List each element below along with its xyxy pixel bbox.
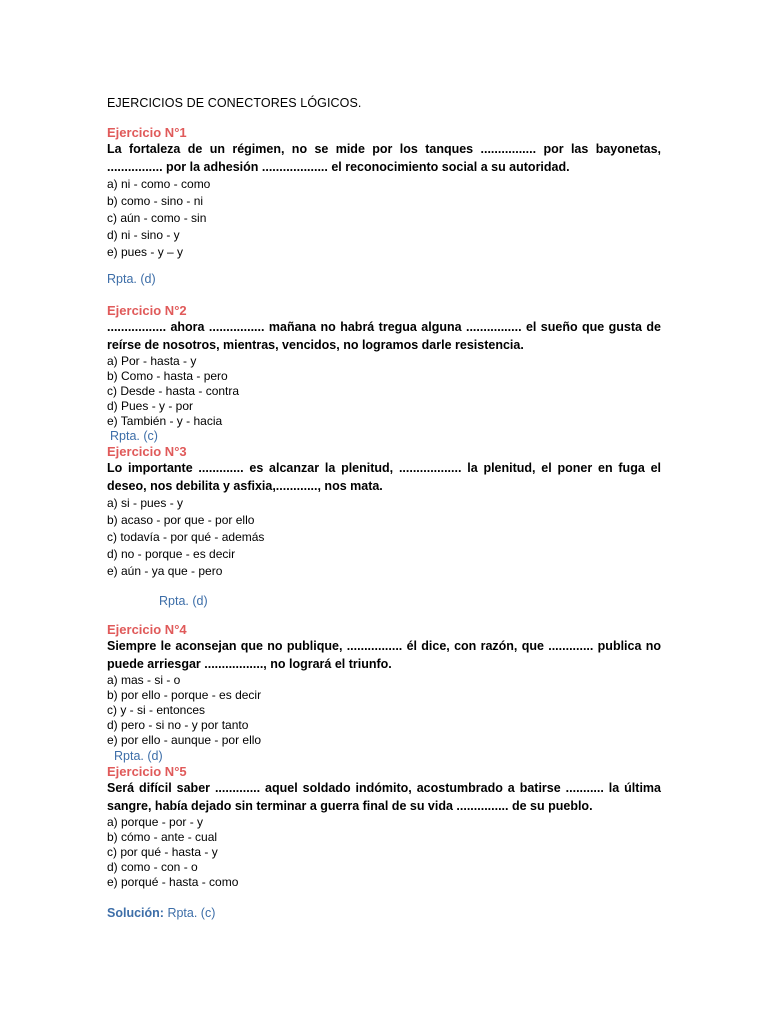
answer-4: Rpta. (d) — [114, 749, 163, 763]
option-c: c) aún - como - sin — [107, 211, 207, 225]
option-a: a) Por - hasta - y — [107, 354, 197, 368]
option-b: b) Como - hasta - pero — [107, 369, 228, 383]
exercise-heading: Ejercicio N°2 — [107, 303, 187, 318]
option-b: b) como - sino - ni — [107, 194, 204, 208]
option-e: e) También - y - hacia — [107, 414, 223, 428]
option-d: d) Pues - y - por — [107, 399, 194, 413]
option-a: a) si - pues - y — [107, 496, 184, 510]
solution-label: Solución: — [107, 906, 164, 920]
exercise-3 — [107, 443, 661, 580]
option-a: a) mas - si - o — [107, 673, 181, 687]
option-d: d) no - porque - es decir — [107, 547, 236, 561]
option-a: a) porque - por - y — [107, 815, 204, 829]
option-c: c) y - si - entonces — [107, 703, 206, 717]
option-e: e) aún - ya que - pero — [107, 564, 223, 578]
option-list — [107, 354, 661, 429]
option-d: d) ni - sino - y — [107, 228, 180, 242]
document-title: EJERCICIOS DE CONECTORES LÓGICOS. — [107, 96, 362, 110]
option-d: d) como - con - o — [107, 860, 198, 874]
option-c: c) por qué - hasta - y — [107, 845, 218, 859]
exercise-2 — [107, 302, 661, 429]
answer-2: Rpta. (c) — [110, 429, 158, 443]
exercise-question: Lo importante ............. es alcanzar la plenitud, .................. la plenitud, el poner en fuga el deseo, nos debilita y asfixia,............, nos mata. — [107, 461, 661, 493]
option-list — [107, 673, 661, 748]
answer-5: Rpta. (c) — [167, 906, 216, 920]
exercise-4 — [107, 621, 661, 748]
option-a: a) ni - como - como — [107, 177, 211, 191]
option-b: b) cómo - ante - cual — [107, 830, 218, 844]
exercise-heading: Ejercicio N°4 — [107, 622, 187, 637]
exercise-question: Será difícil saber ............. aquel soldado indómito, acostumbrado a batirse ........... la última sangre, había dejado sin terminar a guerra final de su vida ............... de su pueblo. — [107, 781, 661, 813]
option-list — [107, 495, 661, 580]
option-d: d) pero - si no - y por tanto — [107, 718, 249, 732]
exercise-heading: Ejercicio N°3 — [107, 444, 187, 459]
option-b: b) acaso - por que - por ello — [107, 513, 255, 527]
exercise-question: Siempre le aconsejan que no publique, ................ él dice, con razón, que ............. publica no puede arriesgar ................., no logrará el triunfo. — [107, 639, 661, 671]
exercise-heading: Ejercicio N°5 — [107, 764, 187, 779]
option-e: e) por ello - aunque - por ello — [107, 733, 262, 747]
option-e: e) pues - y – y — [107, 245, 184, 259]
exercise-1 — [107, 124, 661, 261]
option-e: e) porqué - hasta - como — [107, 875, 239, 889]
option-list — [107, 815, 661, 890]
exercise-heading: Ejercicio N°1 — [107, 125, 187, 140]
option-b: b) por ello - porque - es decir — [107, 688, 262, 702]
exercise-question: La fortaleza de un régimen, no se mide por los tanques ................ por las bayonetas, ................ por la adhesión ................... el reconocimiento social a su autoridad. — [107, 142, 661, 174]
solution-5 — [107, 905, 661, 922]
exercise-question: ................. ahora ................ mañana no habrá tregua alguna ................ el sueño que gusta de reírse de nosotros, mientras, vencidos, no logramos darle resistencia. — [107, 320, 661, 352]
option-c: c) Desde - hasta - contra — [107, 384, 240, 398]
answer-1: Rpta. (d) — [107, 272, 156, 286]
answer-3: Rpta. (d) — [159, 594, 208, 608]
option-list — [107, 176, 661, 261]
exercise-5 — [107, 763, 661, 890]
option-c: c) todavía - por qué - además — [107, 530, 265, 544]
